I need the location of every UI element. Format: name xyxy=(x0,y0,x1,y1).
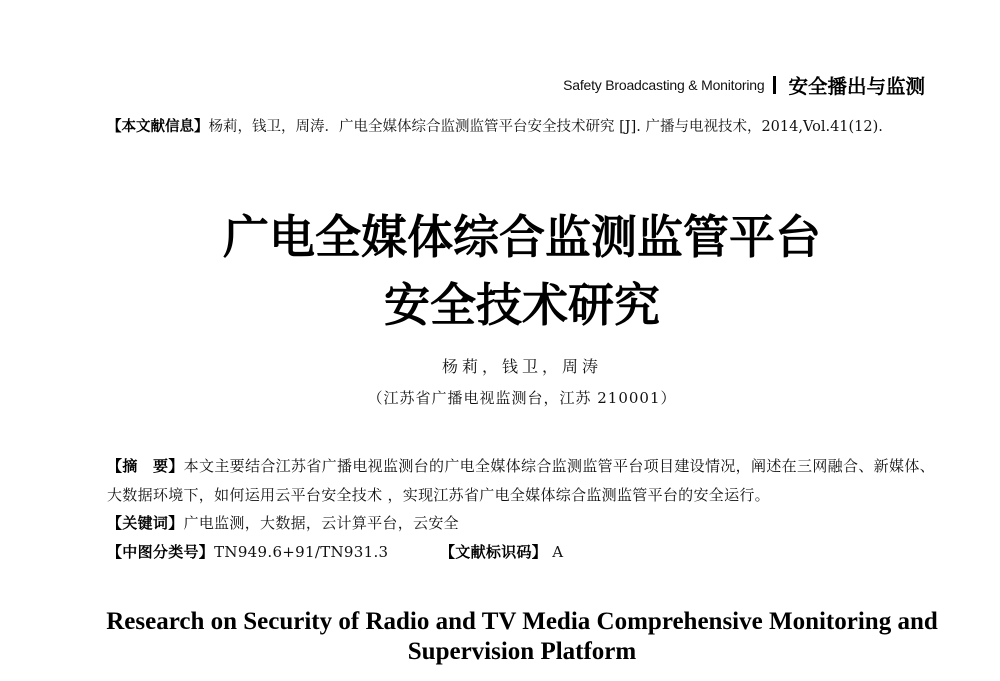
classification-line xyxy=(107,538,935,567)
running-header xyxy=(563,74,925,96)
keywords-label: 【关键词】 xyxy=(107,514,184,532)
title-zh-line-1: 广电全媒体综合监测监管平台 xyxy=(223,210,821,264)
classification-label: 【中图分类号】 xyxy=(107,542,215,561)
running-header-section-zh: 安全播出与监测 xyxy=(788,75,925,98)
running-header-separator-bar xyxy=(773,76,776,94)
abstract-text: 本文主要结合江苏省广播电视监测台的广电全媒体综合监测监管平台项目建设情况，阐述在三网融合、新媒体、大数据环境下，如何运用云平台安全技术 ，实现江苏省广电全媒体综合监测监管平台的安全运行。 xyxy=(107,457,935,504)
keywords xyxy=(107,509,935,538)
classification-value: TN949.6+91/TN931.3 xyxy=(214,542,389,561)
classification-number xyxy=(107,538,440,567)
document-code-value: A xyxy=(552,542,564,561)
keywords-text: 广电监测，大数据，云计算平台，云安全 xyxy=(183,514,459,532)
authors: 杨莉，钱卫，周涛 xyxy=(441,357,602,376)
citation-text: 杨莉，钱卫，周涛．广电全媒体综合监测监管平台安全技术研究 [J]. 广播与电视技术，2014,Vol.41(12). xyxy=(208,119,883,135)
citation-line xyxy=(107,118,883,136)
front-matter xyxy=(107,452,935,566)
abstract-label: 【摘 要】 xyxy=(107,457,184,475)
title-zh-line-2: 安全技术研究 xyxy=(384,278,660,332)
running-header-section-en: Safety Broadcasting & Monitoring xyxy=(563,77,765,93)
title-en: Research on Security of Radio and TV Media Comprehensive Monitoring and Supervision Platform xyxy=(106,608,938,665)
affiliation: （江苏省广播电视监测台，江苏 210001） xyxy=(367,389,677,407)
document-code-label: 【文献标识码】 xyxy=(440,542,548,561)
citation-label: 【本文献信息】 xyxy=(107,119,209,135)
abstract xyxy=(107,452,935,509)
document-code xyxy=(440,543,563,561)
